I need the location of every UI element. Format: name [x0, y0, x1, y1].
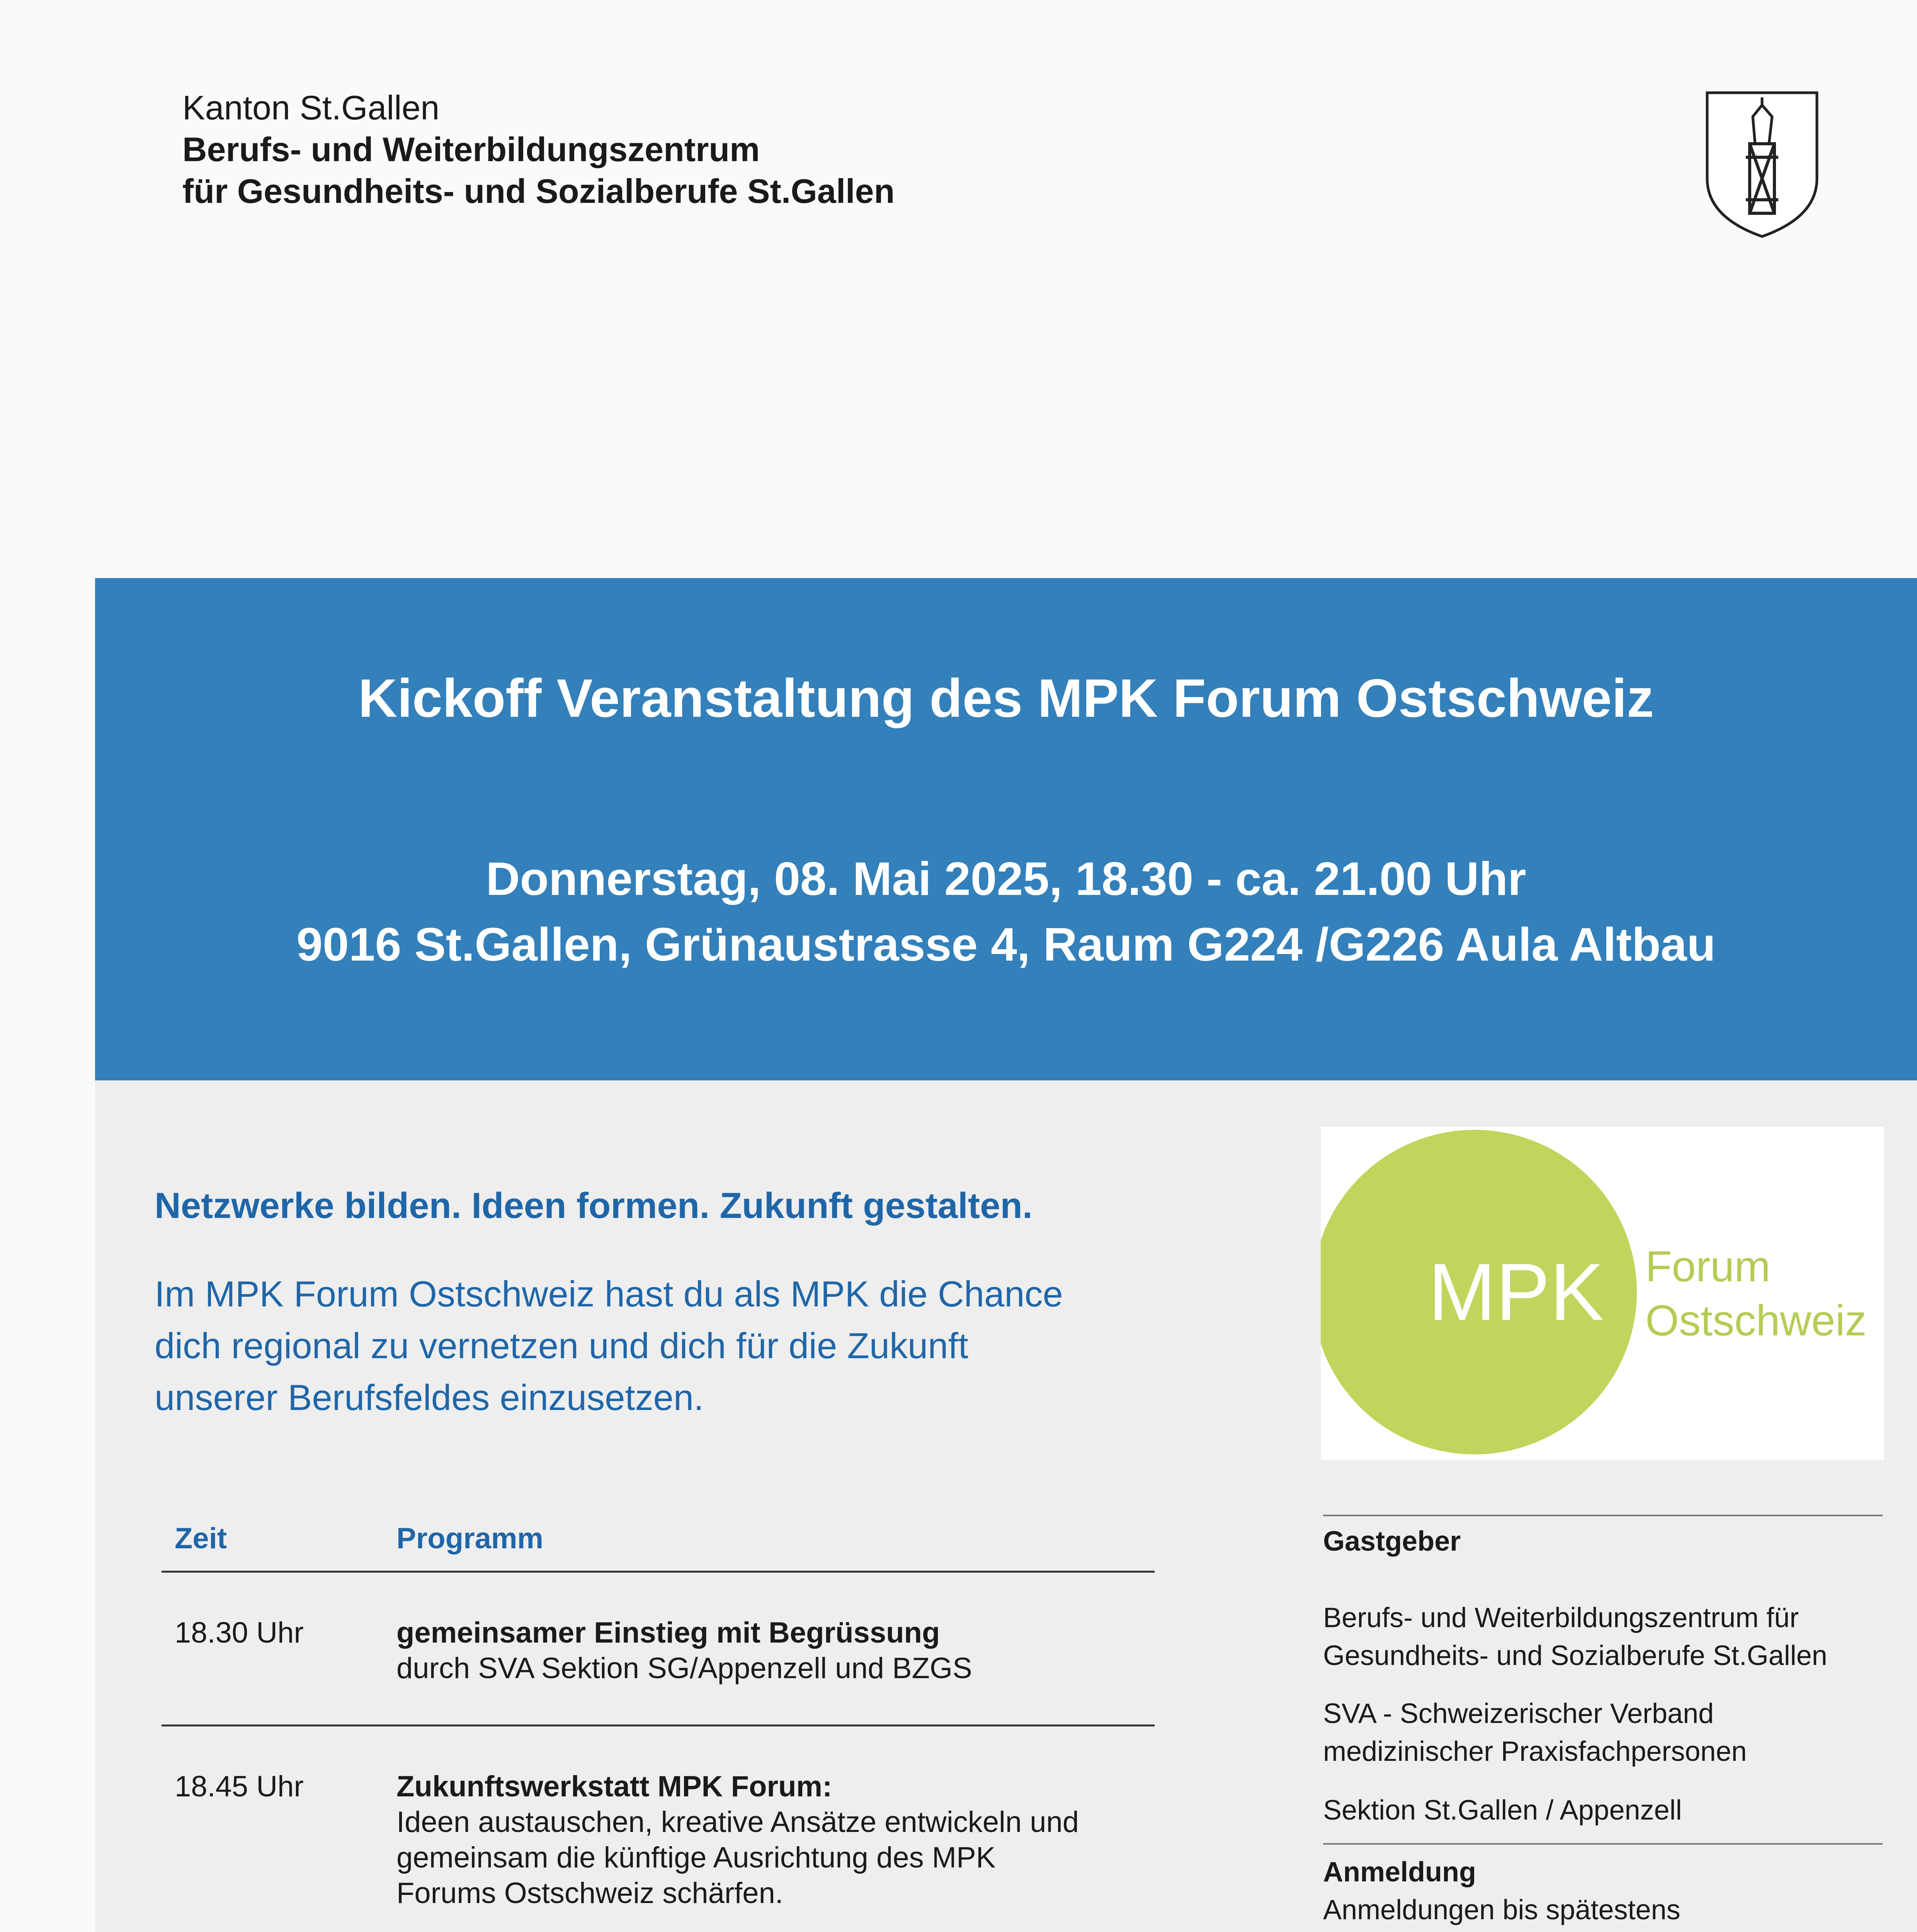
row-program	[396, 1769, 1146, 1911]
host-line: Berufs- und Weiterbildungszentrum für	[1323, 1602, 1799, 1633]
row-time: 18.30 Uhr	[175, 1616, 304, 1649]
column-header-program: Programm	[396, 1522, 544, 1555]
row-title: gemeinsamer Einstieg mit Begrüssung	[396, 1616, 940, 1649]
mpk-logo-word1: Forum	[1645, 1242, 1771, 1291]
row-detail: Forums Ostschweiz schärfen.	[396, 1877, 783, 1910]
registration-line: Anmeldungen bis spätestens	[1323, 1895, 1681, 1925]
section-divider	[1323, 1515, 1883, 1516]
intro-line: Im MPK Forum Ostschweiz hast du als MPK die Chance	[155, 1274, 1063, 1314]
row-detail: gemeinsam die künftige Ausrichtung des MPK	[396, 1841, 996, 1874]
intro-line: dich regional zu vernetzen und dich für die Zukunft	[155, 1325, 968, 1366]
column-header-time: Zeit	[175, 1522, 227, 1555]
registration-heading: Anmeldung	[1323, 1857, 1476, 1888]
intro-text	[155, 1268, 1198, 1423]
host-heading: Gastgeber	[1323, 1526, 1461, 1557]
event-location: 9016 St.Gallen, Grünaustrasse 4, Raum G224 /G226 Aula Altbau	[296, 918, 1716, 971]
mpk-forum-logo	[1321, 1127, 1884, 1460]
row-detail: Ideen austauschen, kreative Ansätze entwickeln und	[396, 1806, 1079, 1838]
registration-block	[1323, 1853, 1883, 1932]
row-time: 18.45 Uhr	[175, 1770, 304, 1803]
intro-line: unserer Berufsfeldes einzusetzen.	[155, 1377, 704, 1418]
host-line: Gesundheits- und Sozialberufe St.Gallen	[1323, 1640, 1827, 1671]
table-divider	[162, 1725, 1155, 1726]
row-detail: durch SVA Sektion SG/Appenzell und BZGS	[396, 1652, 972, 1685]
event-banner	[95, 578, 1917, 1080]
event-title: Kickoff Veranstaltung des MPK Forum Ostschweiz	[358, 668, 1654, 728]
school-name-line2: für Gesundheits- und Sozialberufe St.Gallen	[182, 172, 895, 210]
host-line: medizinischer Praxisfachpersonen	[1323, 1736, 1747, 1767]
mpk-logo-word2: Ostschweiz	[1645, 1296, 1867, 1345]
canton-coat-of-arms-icon	[1704, 90, 1820, 240]
host-org-bzgs	[1323, 1599, 1883, 1675]
tagline: Netzwerke bilden. Ideen formen. Zukunft gestalten.	[155, 1185, 1033, 1226]
school-name-line1: Berufs- und Weiterbildungszentrum	[182, 130, 760, 168]
event-date: Donnerstag, 08. Mai 2025, 18.30 - ca. 21.00 Uhr	[486, 852, 1526, 905]
row-program	[396, 1615, 1146, 1686]
section-divider	[1323, 1843, 1883, 1845]
host-org-sva	[1323, 1695, 1883, 1770]
canton-name: Kanton St.Gallen	[182, 88, 440, 127]
registration-line	[1323, 1929, 1883, 1932]
host-section: Sektion St.Gallen / Appenzell	[1323, 1795, 1682, 1826]
mpk-logo-abbr: MPK	[1428, 1247, 1604, 1337]
host-line: SVA - Schweizerischer Verband	[1323, 1698, 1714, 1729]
table-divider	[162, 1571, 1155, 1573]
row-title: Zukunftswerkstatt MPK Forum:	[396, 1770, 832, 1803]
